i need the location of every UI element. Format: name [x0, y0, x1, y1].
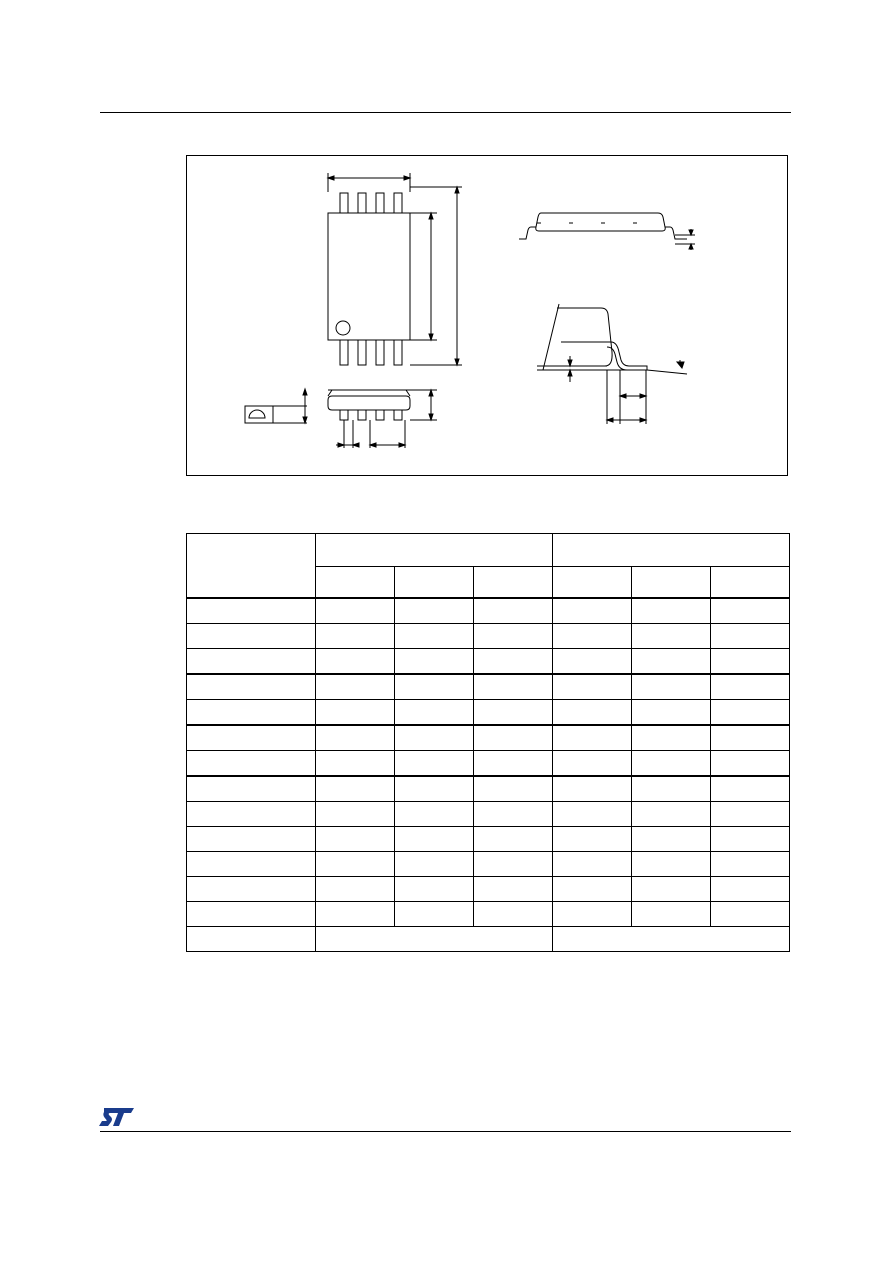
table-cell — [316, 674, 395, 700]
table-cell — [395, 902, 474, 927]
table-cell — [395, 649, 474, 675]
table-cell — [711, 624, 790, 649]
table-cell — [553, 598, 632, 624]
table-cell — [553, 902, 632, 927]
table-row — [187, 802, 790, 827]
table-cell — [632, 877, 711, 902]
table-cell — [187, 827, 316, 852]
table-cell — [711, 649, 790, 675]
subheader-cell — [632, 567, 711, 599]
table-cell — [632, 776, 711, 802]
table-cell — [632, 827, 711, 852]
table-cell — [553, 700, 632, 726]
table-cell — [553, 674, 632, 700]
dimensions-table — [186, 533, 790, 952]
table-cell — [632, 624, 711, 649]
table-row — [187, 852, 790, 877]
table-cell — [395, 877, 474, 902]
table-cell — [187, 877, 316, 902]
table-cell — [711, 802, 790, 827]
table-cell — [632, 852, 711, 877]
table-cell — [474, 852, 553, 877]
subheader-cell — [316, 567, 395, 599]
table-cell — [632, 649, 711, 675]
table-cell — [395, 776, 474, 802]
table-cell — [187, 927, 316, 952]
table-cell — [553, 776, 632, 802]
table-cell — [553, 877, 632, 902]
table-cell — [474, 751, 553, 777]
table-cell — [553, 852, 632, 877]
table-cell — [316, 725, 395, 751]
table-cell — [711, 598, 790, 624]
table-row — [187, 700, 790, 726]
table-cell — [553, 827, 632, 852]
table-cell — [474, 624, 553, 649]
table-cell — [316, 802, 395, 827]
subheader-cell — [474, 567, 553, 599]
table-cell — [474, 700, 553, 726]
table-cell — [553, 802, 632, 827]
table-row — [187, 902, 790, 927]
table-cell — [553, 725, 632, 751]
table-cell — [632, 700, 711, 726]
table-cell — [187, 902, 316, 927]
table-cell — [187, 700, 316, 726]
table-row — [187, 674, 790, 700]
table-cell — [474, 902, 553, 927]
table-cell — [316, 877, 395, 902]
table-cell — [316, 649, 395, 675]
table-row — [187, 725, 790, 751]
table-cell — [711, 751, 790, 777]
table-row — [187, 649, 790, 675]
table-cell — [316, 700, 395, 726]
table-cell — [553, 751, 632, 777]
table-cell — [395, 725, 474, 751]
table-cell — [474, 776, 553, 802]
header-dimension — [187, 534, 316, 599]
table-cell — [395, 827, 474, 852]
table-cell — [711, 877, 790, 902]
table-cell — [316, 624, 395, 649]
table-cell — [474, 598, 553, 624]
table-cell — [187, 598, 316, 624]
table-cell — [711, 725, 790, 751]
table-cell — [395, 624, 474, 649]
table-cell — [395, 674, 474, 700]
footer-rule — [100, 1131, 791, 1132]
table-cell — [316, 927, 553, 952]
side-view — [519, 213, 695, 250]
subheader-cell — [395, 567, 474, 599]
table-cell — [474, 649, 553, 675]
table-cell — [553, 649, 632, 675]
table-cell — [474, 802, 553, 827]
table-cell — [553, 927, 790, 952]
table-row — [187, 624, 790, 649]
lead-detail-view — [537, 304, 687, 424]
table-cell — [395, 852, 474, 877]
table-header-row — [187, 534, 790, 567]
table-cell — [395, 598, 474, 624]
header-rule — [100, 112, 791, 113]
table-row — [187, 598, 790, 624]
table-cell — [632, 802, 711, 827]
table-cell — [187, 802, 316, 827]
table-cell — [632, 598, 711, 624]
table-cell — [632, 725, 711, 751]
end-view — [245, 389, 437, 448]
table-cell — [187, 776, 316, 802]
table-cell — [316, 902, 395, 927]
table-cell — [316, 598, 395, 624]
table-cell — [632, 751, 711, 777]
package-outline-drawing — [186, 155, 788, 476]
table-row — [187, 877, 790, 902]
table-cell — [316, 852, 395, 877]
table-cell — [711, 827, 790, 852]
table-row — [187, 751, 790, 777]
st-logo-icon — [98, 1106, 136, 1128]
top-view — [328, 173, 462, 365]
table-cell — [711, 674, 790, 700]
table-cell — [316, 776, 395, 802]
table-cell — [474, 725, 553, 751]
table-cell — [187, 674, 316, 700]
table-cell — [316, 827, 395, 852]
table-row — [187, 827, 790, 852]
table-cell — [711, 700, 790, 726]
table-row-last — [187, 927, 790, 952]
table-cell — [187, 725, 316, 751]
table-cell — [474, 827, 553, 852]
header-group-left — [316, 534, 553, 567]
table-cell — [632, 902, 711, 927]
table-cell — [187, 649, 316, 675]
table-cell — [316, 751, 395, 777]
table-cell — [187, 852, 316, 877]
header-group-right — [553, 534, 790, 567]
table-cell — [474, 674, 553, 700]
table-cell — [632, 674, 711, 700]
table-cell — [187, 624, 316, 649]
table-cell — [711, 902, 790, 927]
table-cell — [711, 852, 790, 877]
subheader-cell — [711, 567, 790, 599]
table-row — [187, 776, 790, 802]
table-cell — [187, 751, 316, 777]
table-cell — [474, 877, 553, 902]
table-cell — [395, 751, 474, 777]
package-drawing-svg — [187, 156, 789, 477]
table-cell — [553, 624, 632, 649]
table-cell — [395, 700, 474, 726]
subheader-cell — [553, 567, 632, 599]
table-cell — [395, 802, 474, 827]
table-cell — [711, 776, 790, 802]
